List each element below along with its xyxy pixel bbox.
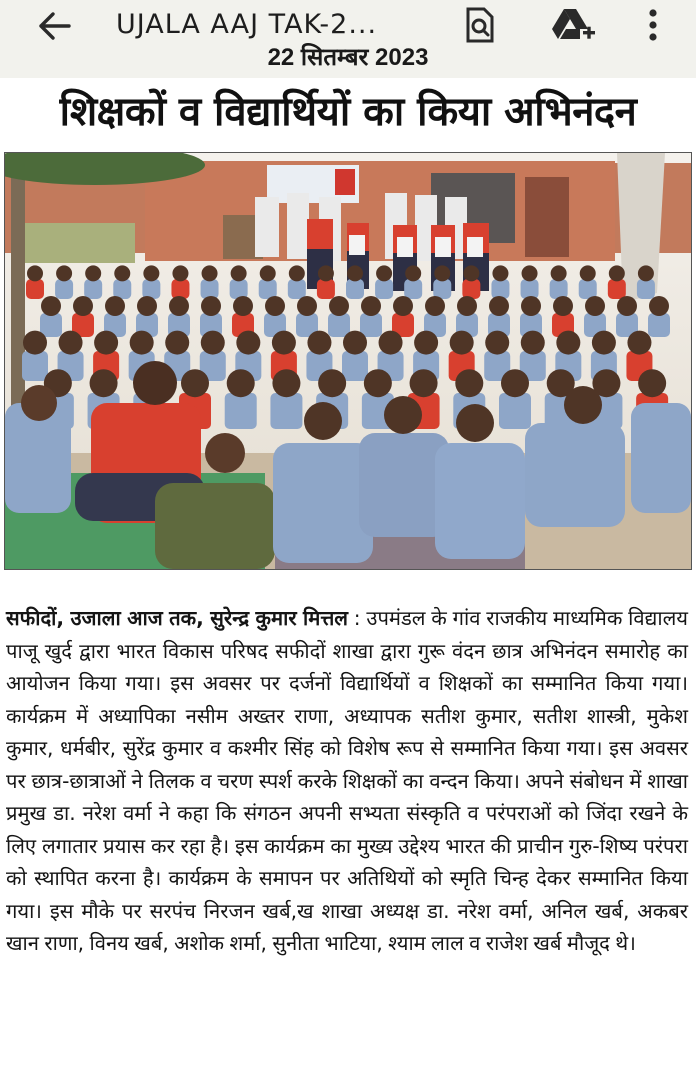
back-button[interactable] [28,6,80,46]
school-event-photo [5,153,691,569]
article-body [6,602,688,960]
search-in-document-button[interactable] [460,4,500,46]
article-text: : उपमंडल के गांव राजकीय माध्यमिक विद्यालय पाजू खुर्द द्वारा भारत विकास परिषद सफीदों शाखा द्वारा गुरू वंदन छात्र अभिनंदन समारोह का आयोजन किया गया। इस अवसर पर दर्जनों विद्यार्थियों व शिक्षकों का सम्मानित किया गया। कार्यक्रम में अध्यापिका नसीम अख्तर राणा, अध्यापक सतीश कुमार, सतीश शास्त्री, मुकेश कुमार, धर्मबीर, सुरेंद्र कुमार व कश्मीर सिंह को विशेष रूप से सम्मानित किया गया। इस अवसर पर छात्र-छात्राओं ने तिलक व चरण स्पर्श करके शिक्षकों का वन्दन किया। अपने संबोधन में शाखा प्रमुख डा. नरेश वर्मा ने कहा कि संगठन अपनी सभ्यता संस्कृति व परंपराओं को जिंदा रखने के लिए लगातार प्रयास कर रहा है। इस कार्यक्रम का मुख्य उद्देश्य भारत की प्राचीन गुरु-शिष्य परंपरा को स्थापित करना है। कार्यक्रम के समापन पर अतिथियों को स्मृति चिन्ह देकर सम्मानित किया गया। इस मौके पर सरपंच निरजन खर्ब,ख शाखा अध्यक्ष डा. नरेश वर्मा, अनिल खर्ब, अकबर खान राणा, विनय खर्ब, अशोक शर्मा, सुनीता भाटिया, श्याम लाल व राजेश खर्ब मौजूद थे। [6,606,688,955]
document-search-icon [465,7,495,43]
more-vert-icon [647,8,659,42]
article-headline: शिक्षकों व विद्यार्थियों का किया अभिनंदन [59,89,637,135]
article-byline: सफीदों, उजाला आज तक, सुरेन्द्र कुमार मित्तल [6,606,348,630]
more-options-button[interactable] [636,4,670,46]
newspaper-date: 22 सितम्बर 2023 [267,44,429,71]
arrow-left-icon [37,11,71,41]
document-title: UJALA AAJ TAK-2... [116,9,378,40]
article-photo [4,152,692,570]
app-bar [0,0,696,78]
save-to-drive-button[interactable] [548,4,598,46]
drive-add-icon [550,6,596,44]
